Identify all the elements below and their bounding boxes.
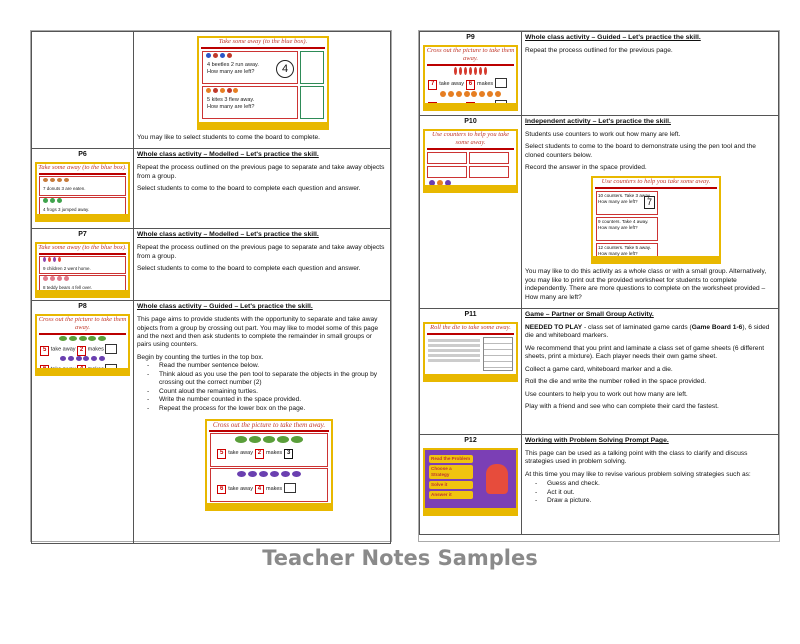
problem-question: How many are left? bbox=[207, 69, 255, 76]
section-heading: Whole class activity – Guided – Let's practice the skill. bbox=[525, 34, 701, 41]
counter-question-1: 10 counters. Take 3 away. How many are left? 7 bbox=[596, 191, 658, 215]
page-number: P12 bbox=[464, 437, 477, 445]
answer-box: 7 bbox=[644, 196, 655, 209]
list-item: - Draw a picture. bbox=[547, 497, 775, 505]
thumb-cell-p11 bbox=[420, 309, 522, 435]
paragraph: Select students to come to the board to complete each question and answer. bbox=[137, 265, 361, 272]
page-number: P7 bbox=[78, 231, 87, 239]
thumb-cell-p7 bbox=[32, 229, 134, 301]
strategy-list bbox=[525, 480, 775, 505]
notes-row-p6 bbox=[32, 149, 391, 229]
content-cell-p11 bbox=[522, 309, 779, 435]
notes-row-p10 bbox=[420, 116, 779, 309]
problem-text: 7 donuts 3 are eaten. bbox=[43, 185, 86, 191]
content-cell-p7 bbox=[134, 229, 391, 301]
page-preview-p10 bbox=[591, 176, 721, 264]
notes-row-p11 bbox=[420, 309, 779, 435]
list-item: - Act it out. bbox=[547, 489, 775, 497]
list-item: - Repeat the process for the lower box on the page. bbox=[159, 405, 387, 413]
page-thumbnail-take-away bbox=[197, 36, 329, 130]
page-number: P8 bbox=[78, 303, 87, 311]
list-item: - Read the number sentence below. bbox=[159, 362, 387, 370]
section-heading: Whole class activity – Modelled – Let's practice the skill. bbox=[137, 151, 319, 159]
turtle-box bbox=[210, 433, 328, 467]
thumb-cell-p12 bbox=[420, 435, 522, 535]
thumb-title: Take some away (to the blue box). bbox=[38, 244, 127, 252]
number-sentence: 7 take away 6 makes bbox=[425, 78, 516, 90]
paragraph: Repeat the process outlined for the previous page. bbox=[525, 46, 673, 54]
thumb-cell-empty bbox=[32, 32, 134, 149]
blue-box-2 bbox=[300, 86, 324, 119]
page-thumbnail-p9 bbox=[423, 45, 518, 111]
answer-circle: 4 bbox=[276, 60, 294, 78]
section-heading: Working with Problem Solving Prompt Page. bbox=[525, 437, 669, 445]
prompt-solve: Solve it bbox=[429, 481, 473, 489]
blue-box-1 bbox=[300, 51, 324, 84]
thumb-cell-p9 bbox=[420, 32, 522, 116]
problem-box-children bbox=[39, 256, 126, 274]
page-thumbnail-p11 bbox=[423, 322, 518, 382]
thumb-title: Take some away (to the blue box). bbox=[218, 38, 308, 45]
paragraph: Repeat the process outlined on the previous page to separate and take away objects from a group. bbox=[137, 164, 385, 180]
thumb-title: Cross out the picture to take them away. bbox=[426, 46, 515, 62]
thumb-cell-p6 bbox=[32, 149, 134, 229]
problem-text: 4 beetles 2 run away. bbox=[207, 62, 259, 69]
fish-box bbox=[210, 468, 328, 502]
preview-title: Use counters to help you take some away. bbox=[601, 178, 711, 186]
section-heading: Independent activity – Let's practice the skill. bbox=[525, 118, 671, 125]
list-item: - Count aloud the remaining turtles. bbox=[159, 388, 387, 396]
notes-row-p8 bbox=[32, 301, 391, 544]
paragraph: Record the answer in the space provided. bbox=[525, 164, 647, 171]
page-number: P11 bbox=[464, 311, 477, 319]
notes-table-right bbox=[419, 31, 779, 535]
problem-text: 5 kites 3 flew away. bbox=[207, 97, 255, 104]
prompt-choose: Choose a Strategy bbox=[429, 465, 473, 479]
problem-text: 8 teddy bears 4 fell over. bbox=[43, 284, 93, 290]
paragraph: Use counters to help you to work out how many are left. bbox=[525, 390, 688, 398]
content-cell-p6 bbox=[134, 149, 391, 229]
list-item: - Guess and check. bbox=[547, 480, 775, 488]
page-thumbnail-p12 bbox=[423, 448, 518, 516]
thumb-title: Roll the die to take some away. bbox=[430, 324, 511, 332]
content-cell-intro bbox=[134, 32, 391, 149]
page-thumbnail-p8 bbox=[35, 314, 130, 376]
paragraph: You may like to do this activity as a whole class or with a small group. Alternatively, you may like to print out the provided worksheet for students to complete independently. There are more questions to complete on the worksheet provided – How many are left? bbox=[525, 268, 767, 301]
content-cell-p8 bbox=[134, 301, 391, 544]
problem-box-beetles bbox=[202, 51, 298, 84]
problem-box-donuts bbox=[39, 176, 126, 196]
notes-row-p12 bbox=[420, 435, 779, 535]
number-sentence: 5 take away 2 makes bbox=[37, 344, 128, 355]
paragraph: We recommend that you print and laminate a class set of game sheets (6 different sheets, print a mixture). Each player needs their own game sheet. bbox=[525, 344, 765, 361]
page-number: P6 bbox=[78, 151, 87, 159]
prompt-answer: Answer it bbox=[429, 491, 473, 499]
thumb-title: Take some away (to the blue box). bbox=[38, 164, 127, 172]
page-number: P10 bbox=[464, 118, 477, 125]
teacher-notes-sheet-left bbox=[30, 30, 392, 542]
paragraph: Play with a friend and see who can complete their card the fastest. bbox=[525, 402, 719, 410]
thumb-cell-p10 bbox=[420, 116, 522, 309]
page-preview-p8 bbox=[205, 419, 333, 511]
thumb-cell-p8 bbox=[32, 301, 134, 544]
problem-text: 9 children 2 went home. bbox=[43, 265, 91, 271]
problem-question: How many are left? bbox=[207, 104, 255, 111]
character-icon bbox=[486, 464, 508, 494]
problem-text: 4 frogs 3 jumped away. bbox=[43, 206, 90, 212]
content-cell-p12 bbox=[522, 435, 779, 535]
notes-row-p7 bbox=[32, 229, 391, 301]
paragraph: This page can be used as a talking point with the class to clarify and discuss strategies used in problem solving. bbox=[525, 449, 748, 466]
page-thumbnail-p10 bbox=[423, 129, 518, 193]
content-cell-p10 bbox=[522, 116, 779, 309]
steps-list bbox=[137, 362, 387, 413]
section-heading: Game – Partner or Small Group Activity. bbox=[525, 311, 654, 319]
page-thumbnail-p7 bbox=[35, 242, 130, 298]
paragraph: Students use counters to work out how many are left. bbox=[525, 130, 681, 138]
paragraph: This page aims to provide students with the opportunity to separate and take away objects from a group by crossing out part. You may like to model some of this page and the next and then ask students to complete the remainder in small groups or pairs using counters. bbox=[137, 316, 379, 349]
number-sentence: 5 take away 2 makes 3 bbox=[211, 449, 327, 459]
counter-question-3: 12 counters. Take 5 away. How many are left? bbox=[596, 243, 658, 264]
page-number: P9 bbox=[466, 34, 475, 41]
needed-paragraph: NEEDED TO PLAY - class set of laminated game cards (Game Board 1-6), 6 sided die and whiteboard markers. bbox=[525, 323, 770, 340]
section-heading: Whole class activity – Modelled – Let's practice the skill. bbox=[137, 231, 319, 239]
paragraph: Begin by counting the turtles in the top box. bbox=[137, 353, 264, 361]
prompt-read: Read the Problem bbox=[429, 455, 473, 463]
paragraph: At this time you may like to revise various problem solving strategies such as: bbox=[525, 470, 751, 478]
paragraph: Collect a game card, whiteboard marker and a die. bbox=[525, 365, 673, 373]
page-thumbnail-p6 bbox=[35, 162, 130, 222]
paragraph: Roll the die and write the number rolled in the space provided. bbox=[525, 378, 707, 386]
paragraph: Select students to come to the board to demonstrate using the pen tool and the cloned counters below. bbox=[525, 143, 756, 159]
section-heading: Whole class activity – Guided – Let's practice the skill. bbox=[137, 303, 313, 311]
preview-title: Cross out the picture to take them away. bbox=[212, 420, 326, 429]
list-item: - Write the number counted in the space provided. bbox=[159, 396, 387, 404]
number-sentence: 6 take away 4 makes bbox=[211, 483, 327, 495]
caption-title: Teacher Notes Samples bbox=[262, 546, 538, 570]
thumb-title: Use counters to help you take some away. bbox=[431, 130, 510, 146]
paragraph: Select students to come to the board to complete each question and answer. bbox=[137, 185, 361, 192]
notes-row-intro bbox=[32, 32, 391, 149]
notes-row-p9 bbox=[420, 32, 779, 116]
thumb-title: Cross out the picture to take them away. bbox=[38, 316, 127, 332]
list-item: - Think aloud as you use the pen tool to separate the objects in the group by crossing out the correct number (2) bbox=[159, 371, 387, 388]
counter-question-2: 9 counters. Take 4 away. How many are left? bbox=[596, 217, 658, 241]
intro-note: You may like to select students to come the board to complete. bbox=[137, 134, 321, 141]
problem-box-kites bbox=[202, 86, 298, 119]
notes-table-left bbox=[31, 31, 391, 544]
content-cell-p9 bbox=[522, 32, 779, 116]
teacher-notes-sheet-right bbox=[418, 30, 780, 542]
paragraph: Repeat the process outlined on the previous page to separate and take away objects from a group. bbox=[137, 244, 385, 260]
